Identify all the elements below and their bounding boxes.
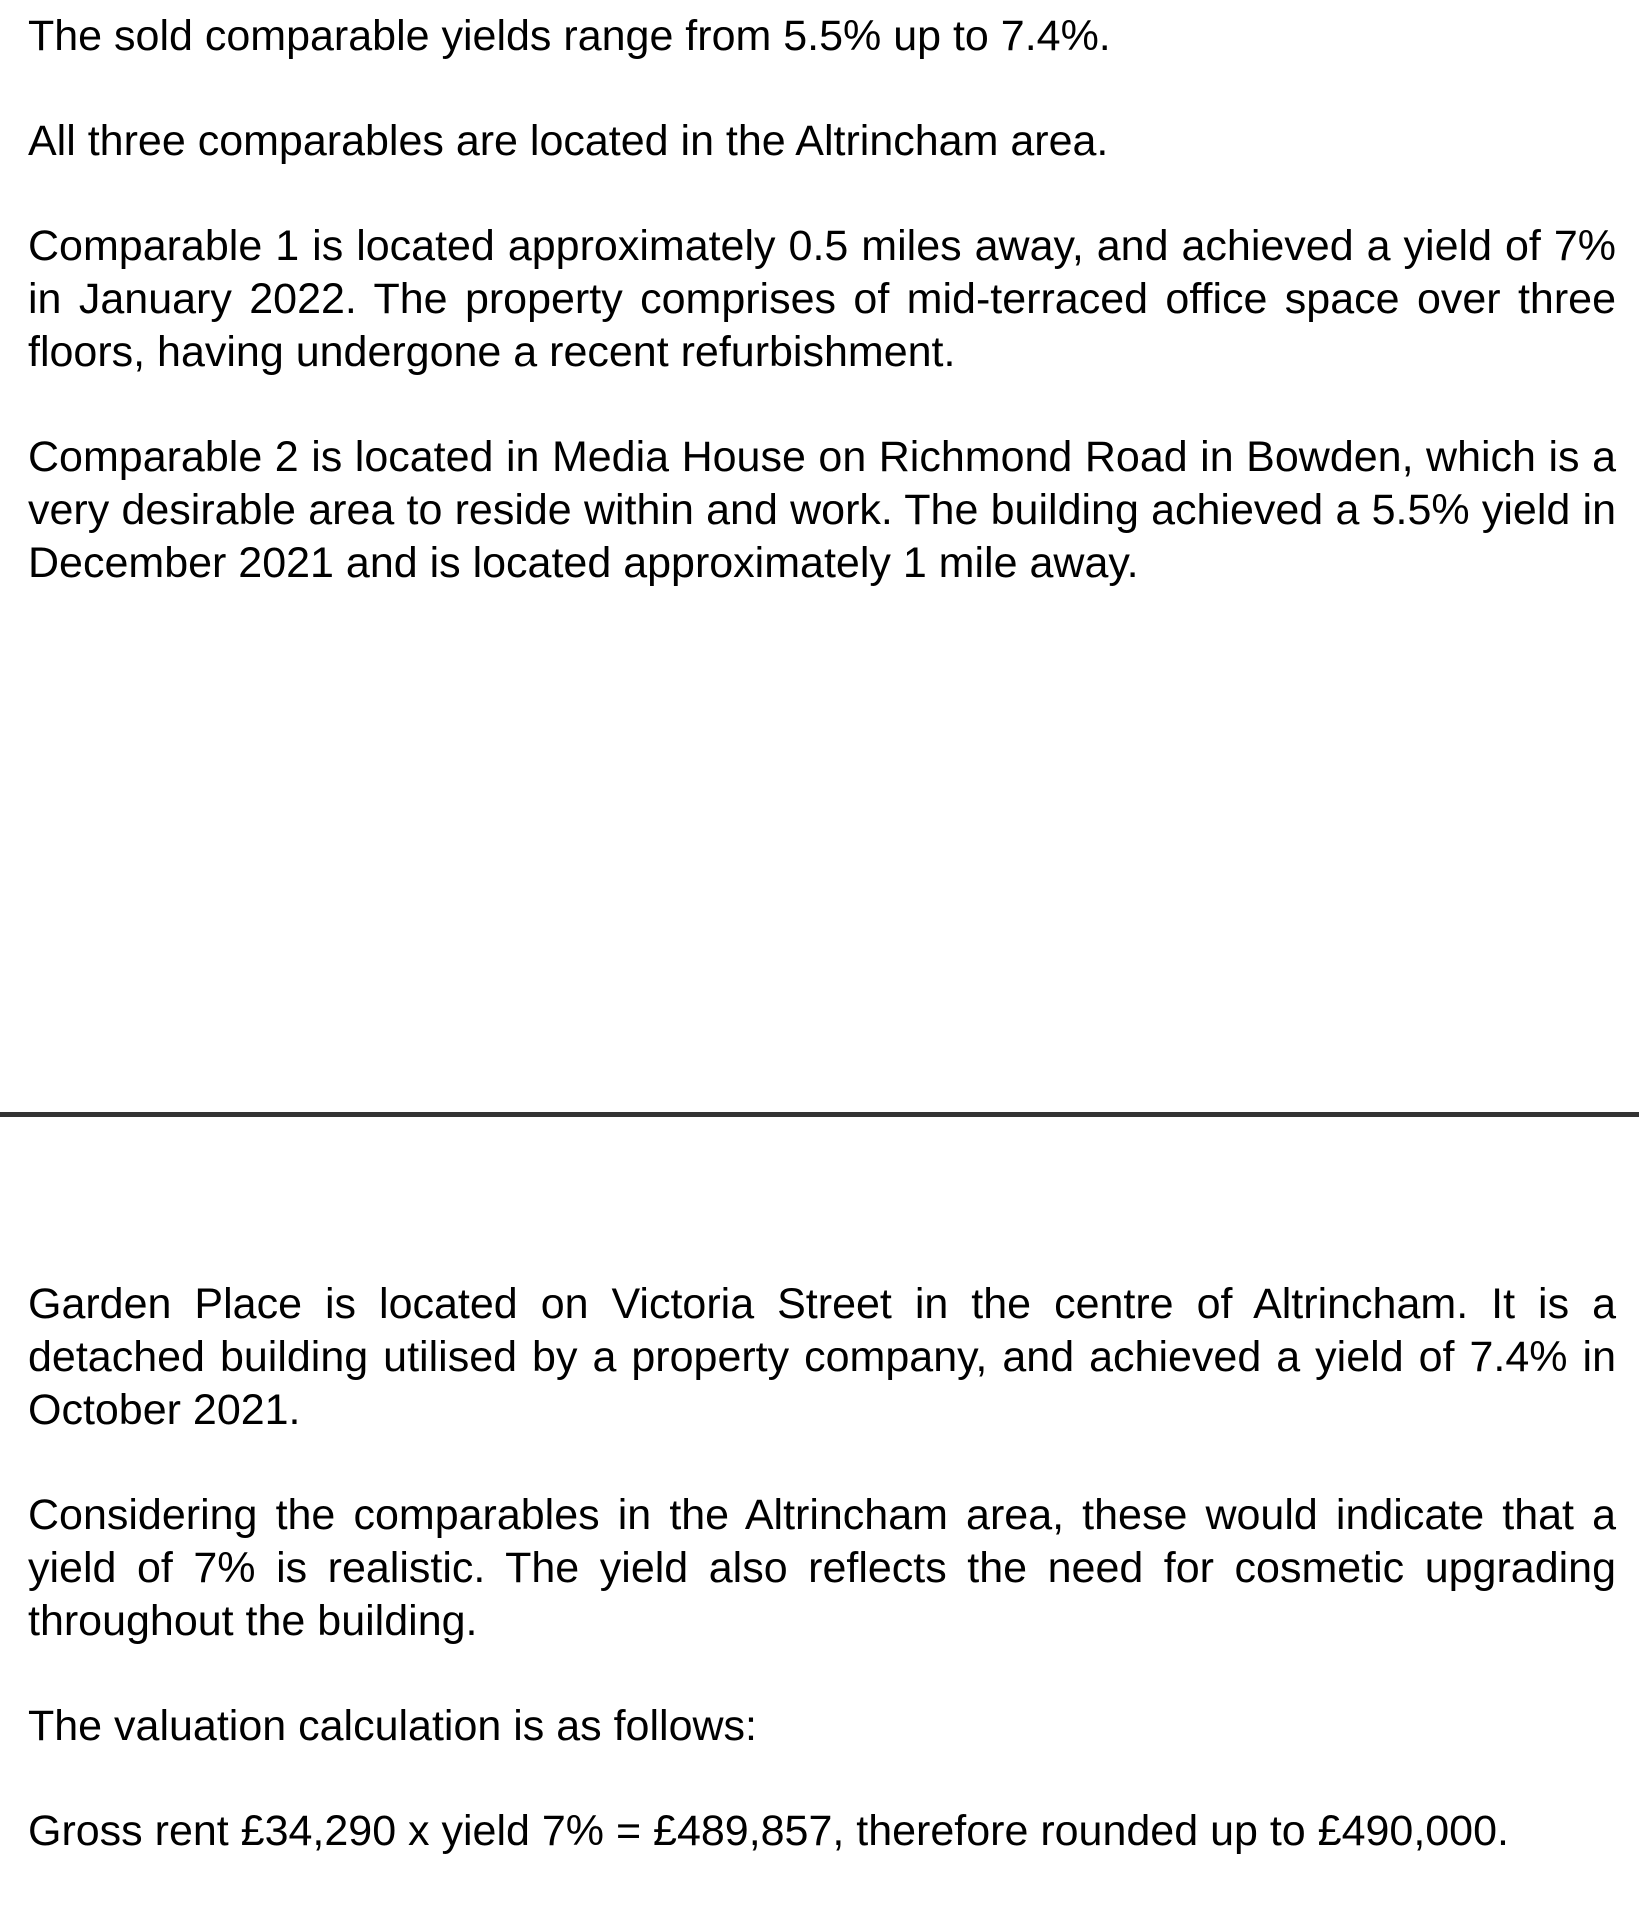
paragraph-calculation-intro: The valuation calculation is as follows: <box>28 1702 757 1750</box>
paragraph-location-summary: All three comparables are located in the Altrincham area. <box>28 117 1109 165</box>
paragraph-comparable-2: Comparable 2 is located in Media House on Richmond Road in Bowden, which is a very desirable area to reside within and work. The building achieved a 5.5% yield in December 2021 and is located approximately 1 mile away. <box>28 433 1616 587</box>
paragraph-yield-range: The sold comparable yields range from 5.5% up to 7.4%. <box>28 12 1111 60</box>
document-section-top <box>28 10 1616 642</box>
paragraph-conclusion: Considering the comparables in the Altrincham area, these would indicate that a yield of 7% is realistic. The yield also reflects the need for cosmetic upgrading throughout the building. <box>28 1491 1616 1645</box>
paragraph-comparable-3: Garden Place is located on Victoria Street in the centre of Altrincham. It is a detached building utilised by a property company, and achieved a yield of 7.4% in October 2021. <box>28 1280 1616 1434</box>
page-divider <box>0 1112 1639 1117</box>
paragraph-valuation-calculation: Gross rent £34,290 x yield 7% = £489,857, therefore rounded up to £490,000. <box>28 1807 1509 1855</box>
document-section-bottom <box>28 1278 1616 1910</box>
paragraph-comparable-1: Comparable 1 is located approximately 0.5 miles away, and achieved a yield of 7% in January 2022. The property comprises of mid-terraced office space over three floors, having undergone a recent refurbishment. <box>28 222 1616 376</box>
